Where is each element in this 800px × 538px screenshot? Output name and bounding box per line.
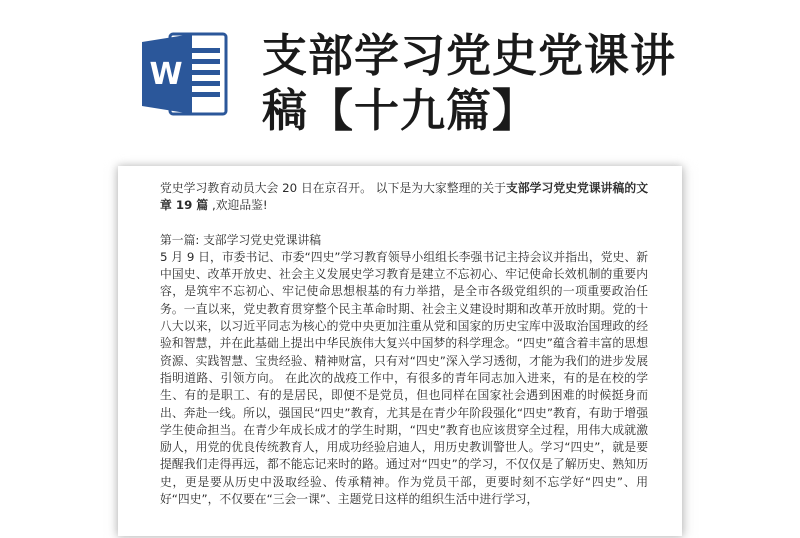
document-content [160,180,648,508]
header-banner [0,0,800,150]
document-page [118,166,682,536]
body-paragraph: 5 月 9 日，市委书记、市委“四史”学习教育领导小组组长李强书记主持会议并指出，党史、新中国史、改革开放史、社会主义发展史学习教育是建立不忘初心、牢记使命长效机制的重要内容，是筑牢不忘初心、牢记使命思想根基的有力举措，是全市各级党组织的一项重要政治任务。一直以来，党史教育贯穿整个民主革命时期、社会主义建设时期和改革开放时期。党的十八大以来，以习近平同志为核心的党中央更加注重从党和国家的历史宝库中汲取治国理政的经验和智慧，并在此基础上提出中华民族伟大复兴中国梦的科学理念。“四史”蕴含着丰富的思想资源、实践智慧、宝贵经验、精神财富，只有对“四史”深入学习透彻，才能为我们的进步发展指明道路、引领方向。 在此次的战疫工作中，有很多的青年同志加入进来，有的是在校的学生、有的是职工、有的是居民，即便不是党员，但也同样在国家社会遇到困难的时候挺身而出、奔赴一线。所以，强国民“四史”教育，尤其是在青少年阶段强化“四史”教育，有助于增强学生使命担当。在青少年成长成才的学生时期，“四史”教育也应该贯穿全过程，用伟大成就激励人，用党的优良传统教育人，用成功经验启迪人，用历史教训警世人。学习“四史”，就是要提醒我们走得再远，都不能忘记来时的路。通过对“四史”的学习，不仅仅是了解历史、熟知历史，更是要从历史中汲取经验、传承精神。作为党员干部，更要时刻不忘学好“四史”、用好“四史”，不仅要在“三会一课”、主题党日这样的组织生活中进行学习， [160,249,648,507]
intro-paragraph [160,180,648,215]
title-line-2: 稿【十九篇】 [262,84,539,137]
word-document-icon [140,28,232,120]
title-line-1: 支部学习党史党课讲 [262,29,677,82]
intro-text-2: ,欢迎品鉴! [208,198,268,213]
page-title [262,28,782,138]
intro-text-1: 党史学习教育动员大会 20 日在京召开。 以下是为大家整理的关于 [160,181,506,195]
word-icon-letter: W [149,57,183,92]
intro-bold-text: 支部学习党史党课讲稿的文章 19 篇 [160,181,648,213]
section-heading: 第一篇: 支部学习党史党课讲稿 [160,232,322,247]
